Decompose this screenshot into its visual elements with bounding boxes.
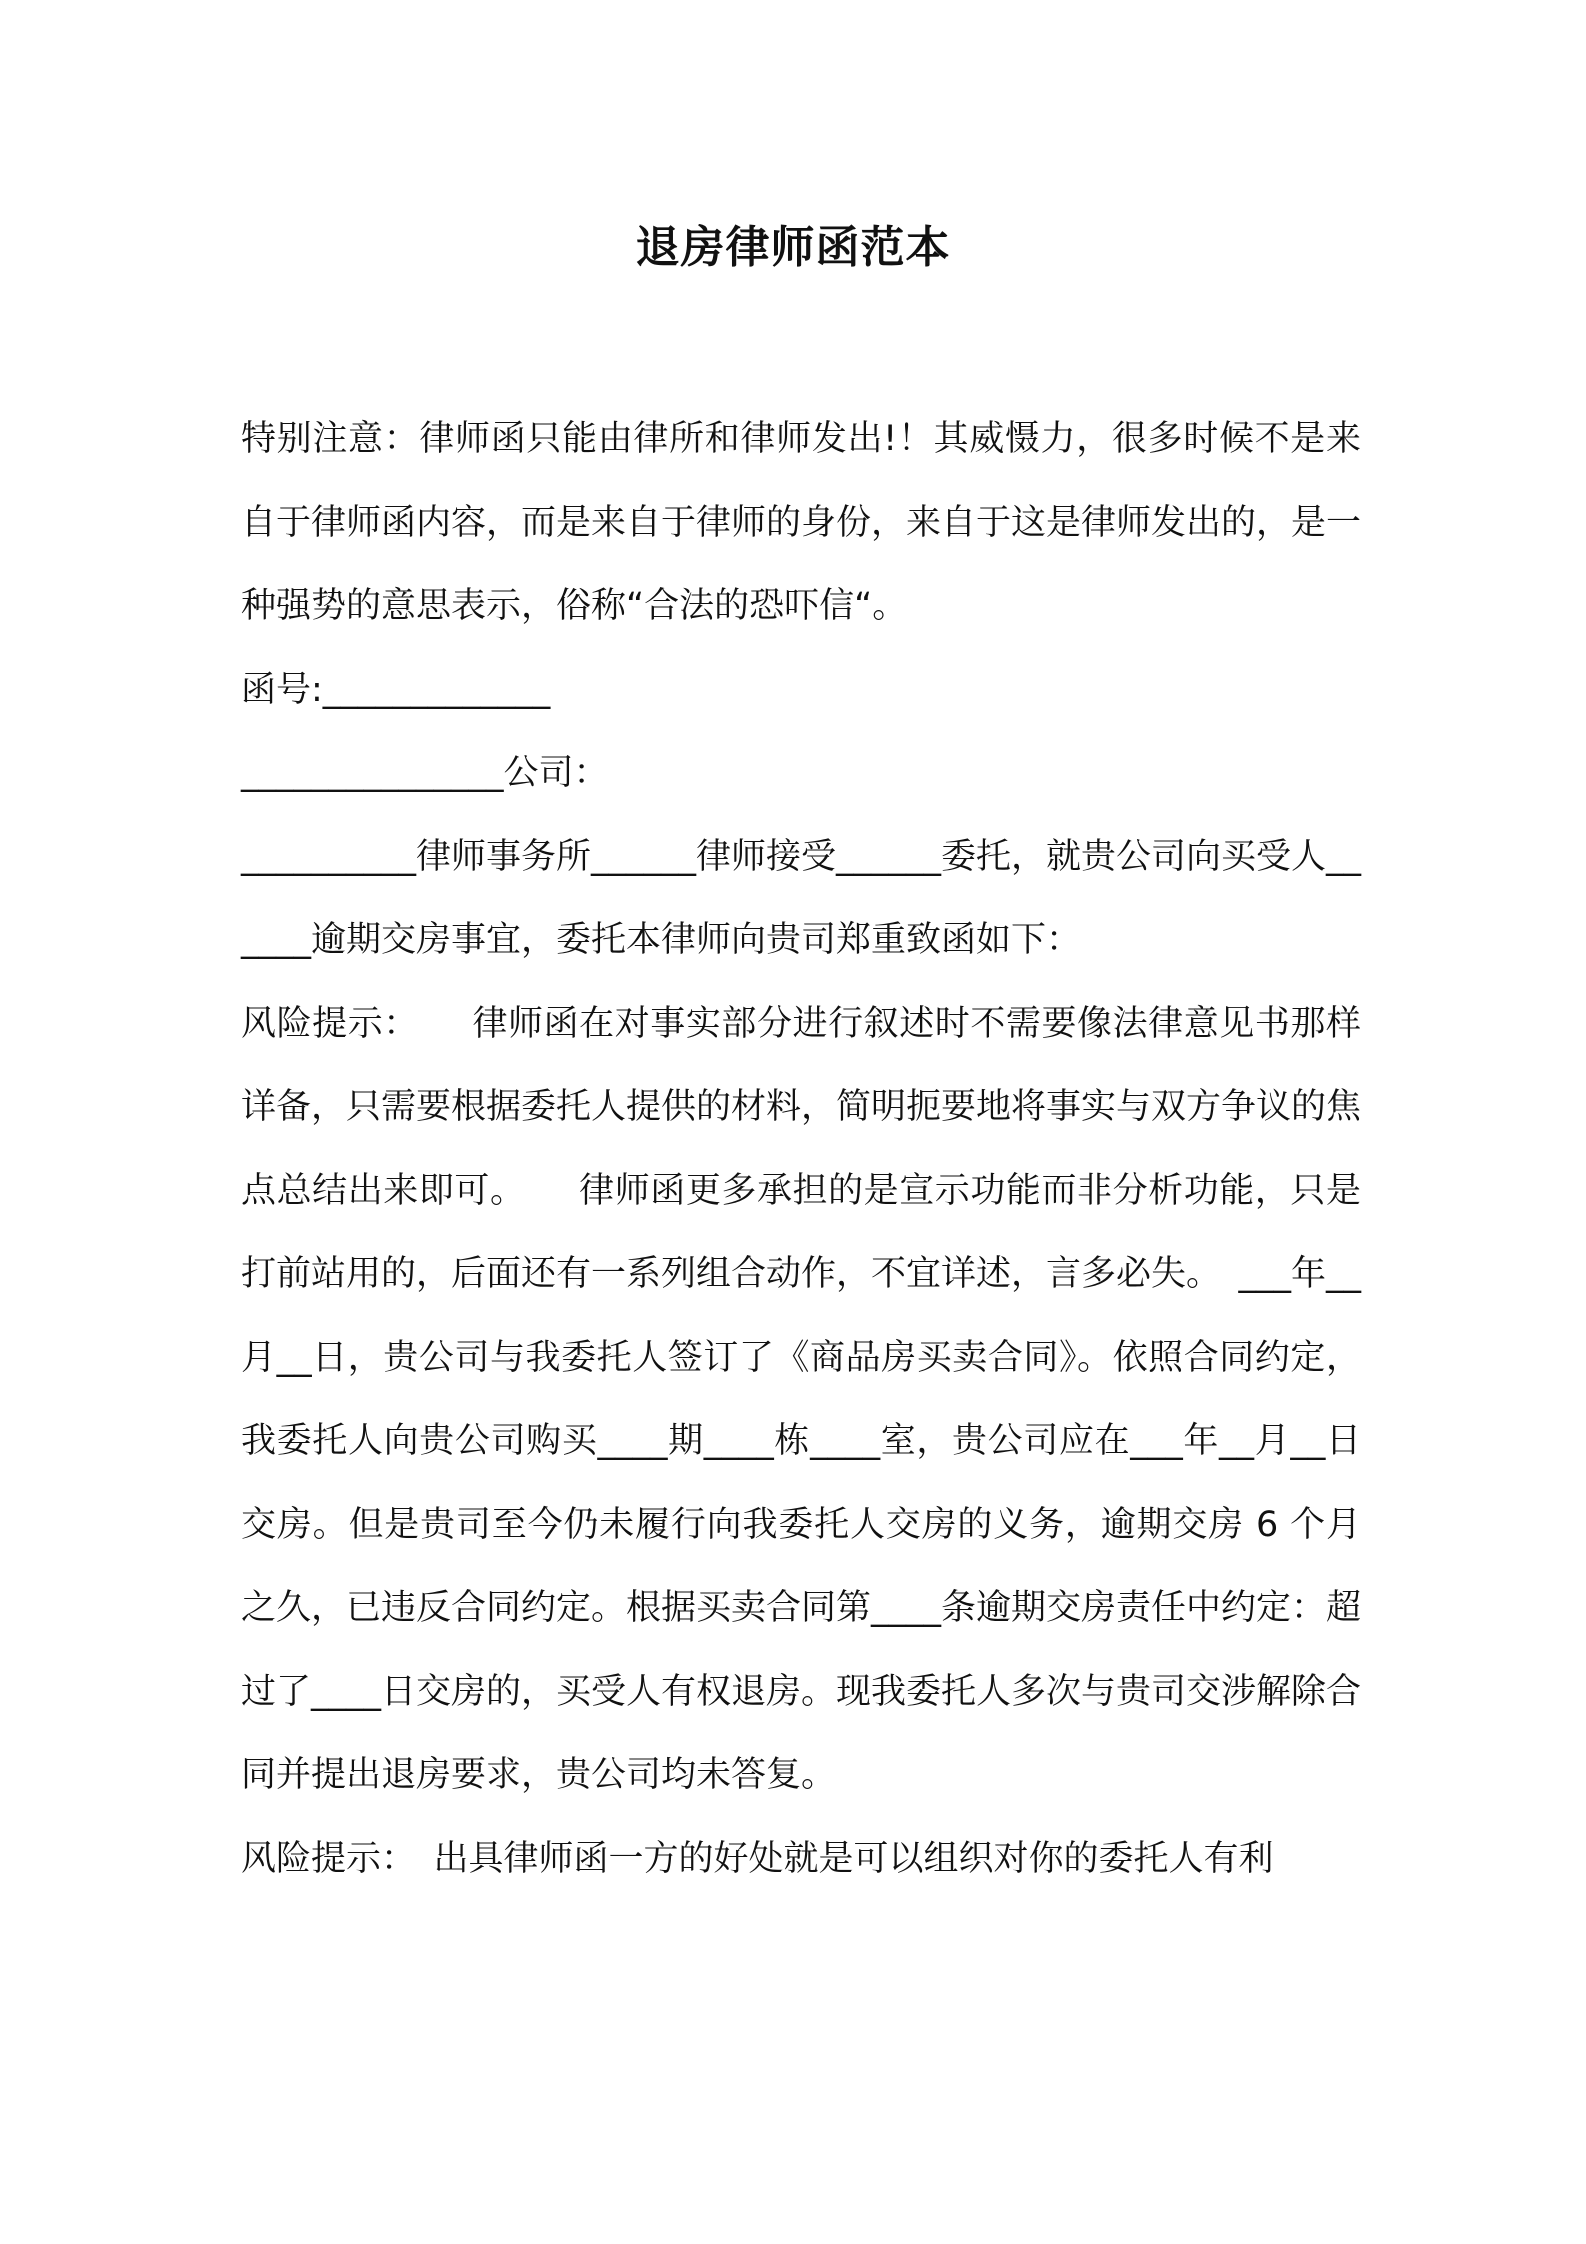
document-body [241,398,1361,1901]
recipient-company-line: _______________公司： [241,753,609,793]
introduction-paragraph: __________律师事务所______律师接受______委托，就贵公司向买受人______逾期交房事宜，委托本律师向贵司郑重致函如下： [241,836,1362,960]
letter-number-line: 函号:_____________ [241,669,551,710]
risk-notice-paragraph-2: 风险提示： 出具律师函一方的好处就是可以组织对你的委托人有利 [241,1838,1274,1879]
risk-notice-paragraph: 风险提示： 律师函在对事实部分进行叙述时不需要像法律意见书那样详备，只需要根据委托人提供的材料，简明扼要地将事实与双方争议的焦点总结出来即可。 律师函更多承担的是宣示功能而非分析功能，只是打前站用的，后面还有一系列组合动作，不宜详述，言多必失。 ___年__月__日，贵公司与我委托人签订了《商品房买卖合同》。依照合同约定，我委托人向贵公司购买____期____栋____室，贵公司应在___年__月__日交房。但是贵司至今仍未履行向我委托人交房的义务，逾期交房 6 个月之久，已违反合同约定。根据买卖合同第____条逾期交房责任中约定：超过了____日交房的，买受人有权退房。现我委托人多次与贵司交涉解除合同并提出退房要求，贵公司均未答复。 [241,1003,1362,1795]
document-title: 退房律师函范本 [635,222,951,273]
special-notice-paragraph: 特别注意：律师函只能由律所和律师发出!！其威慑力，很多时候不是来自于律师函内容，而是来自于律师的身份，来自于这是律师发出的，是一种强势的意思表示，俗称“合法的恐吓信“。 [241,419,1362,626]
